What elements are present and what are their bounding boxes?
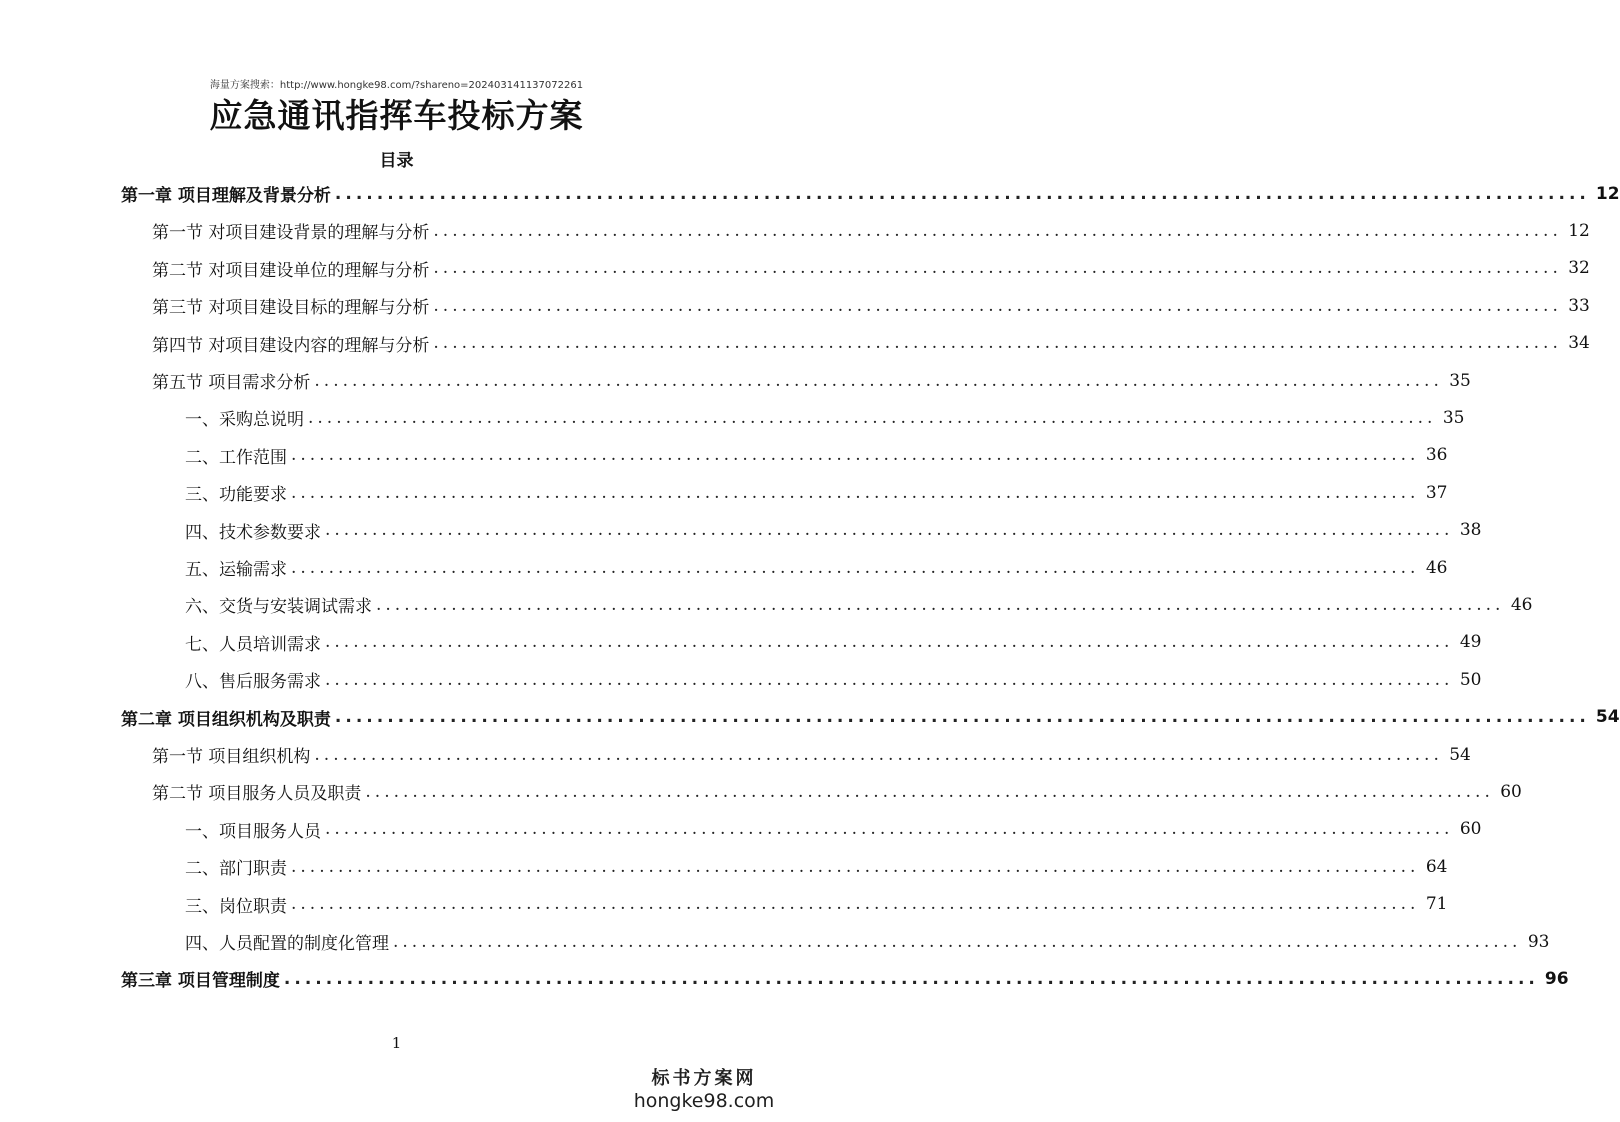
toc-entry-page: 50: [1459, 669, 1482, 690]
toc-dot-leader: ........................................................................................................................: [291, 894, 1420, 915]
toc-entry-page: 12: [1568, 220, 1590, 241]
toc-entry-page: 64: [1425, 856, 1448, 877]
toc-entry-page: 71: [1425, 894, 1448, 915]
toc-dot-leader: ........................................................................................................................: [325, 669, 1454, 690]
toc-subsection-entry[interactable]: [185, 474, 1448, 511]
toc-entry-label: 第一章 项目理解及背景分析: [121, 186, 331, 206]
toc-subsection-entry[interactable]: [185, 661, 1482, 698]
toc-entry-page: 49: [1459, 632, 1482, 653]
toc-subsection-entry[interactable]: [185, 512, 1482, 549]
toc-dot-leader: ........................................................................................................................: [334, 183, 1590, 204]
toc-section-entry[interactable]: [152, 362, 1471, 399]
toc-dot-leader: ........................................................................................................................: [365, 781, 1494, 802]
toc-chapter-entry[interactable]: [121, 175, 1620, 212]
toc-entry-page: 37: [1425, 482, 1448, 503]
watermark-logo: [629, 1068, 779, 1112]
toc-dot-leader: ........................................................................................................................: [433, 295, 1562, 316]
toc-entry-label: 六、交货与安装调试需求: [185, 597, 372, 618]
toc-entry-label: 第一节 项目组织机构: [152, 747, 311, 767]
toc-entry-label: 三、岗位职责: [185, 896, 287, 917]
toc-dot-leader: ........................................................................................................................: [314, 370, 1443, 391]
toc-dot-leader: ........................................................................................................................: [291, 557, 1420, 578]
watermark-en-text: hongke98.com: [633, 1090, 775, 1112]
toc-entry-label: 第一节 对项目建设背景的理解与分析: [152, 223, 430, 244]
toc-entry-page: 12: [1595, 183, 1620, 204]
toc-chapter-entry[interactable]: [121, 699, 1620, 736]
toc-subsection-entry[interactable]: [185, 624, 1482, 661]
toc-subsection-entry[interactable]: [185, 586, 1533, 623]
toc-dot-leader: ........................................................................................................................: [433, 258, 1562, 279]
toc-section-entry[interactable]: [152, 736, 1471, 773]
toc-entry-label: 第二节 项目服务人员及职责: [152, 784, 362, 805]
toc-entry-label: 二、工作范围: [185, 447, 287, 468]
toc-dot-leader: ........................................................................................................................: [325, 632, 1454, 653]
toc-entry-label: 五、运输需求: [185, 560, 287, 580]
toc-dot-leader: ........................................................................................................................: [325, 520, 1454, 541]
toc-dot-leader: ........................................................................................................................: [283, 968, 1539, 989]
toc-dot-leader: ........................................................................................................................: [433, 333, 1562, 354]
toc-section-entry[interactable]: [152, 250, 1590, 287]
toc-entry-page: 46: [1510, 594, 1533, 615]
toc-subsection-entry[interactable]: [185, 399, 1465, 436]
toc-entry-page: 54: [1449, 744, 1471, 765]
toc-dot-leader: ........................................................................................................................: [393, 931, 1522, 952]
toc-dot-leader: ........................................................................................................................: [291, 856, 1420, 877]
toc-entry-page: 96: [1544, 968, 1569, 989]
toc-entry-label: 八、售后服务需求: [185, 672, 321, 693]
page-number: 1: [391, 1034, 402, 1052]
toc-dot-leader: ........................................................................................................................: [291, 482, 1420, 503]
toc-entry-page: 32: [1568, 258, 1590, 279]
toc-heading: 目录: [379, 151, 414, 171]
toc-chapter-entry[interactable]: [121, 960, 1569, 997]
toc-entry-label: 第四节 对项目建设内容的理解与分析: [152, 335, 430, 356]
table-of-contents: [0, 175, 1620, 995]
toc-dot-leader: ........................................................................................................................: [308, 407, 1437, 428]
toc-subsection-entry[interactable]: [185, 437, 1448, 474]
toc-entry-label: 第五节 项目需求分析: [152, 373, 311, 393]
toc-dot-leader: ........................................................................................................................: [376, 594, 1505, 615]
toc-subsection-entry[interactable]: [185, 549, 1448, 586]
toc-entry-page: 35: [1449, 370, 1471, 391]
toc-section-entry[interactable]: [152, 325, 1590, 362]
header-search-note: 海量方案搜索：http://www.hongke98.com/?shareno=202403141137072261: [209, 80, 584, 91]
toc-subsection-entry[interactable]: [185, 886, 1448, 923]
toc-entry-page: 60: [1459, 819, 1482, 840]
toc-section-entry[interactable]: [152, 773, 1522, 810]
toc-dot-leader: ........................................................................................................................: [291, 445, 1420, 466]
toc-entry-label: 二、部门职责: [185, 859, 287, 880]
toc-entry-label: 第三章 项目管理制度: [121, 971, 280, 992]
toc-entry-label: 三、功能要求: [185, 485, 287, 506]
toc-section-entry[interactable]: [152, 212, 1590, 249]
toc-entry-label: 四、人员配置的制度化管理: [185, 934, 389, 954]
toc-dot-leader: ........................................................................................................................: [314, 744, 1443, 765]
toc-entry-page: 93: [1527, 931, 1550, 952]
toc-section-entry[interactable]: [152, 287, 1590, 324]
toc-entry-page: 54: [1595, 707, 1620, 728]
toc-dot-leader: ........................................................................................................................: [334, 707, 1590, 728]
toc-entry-page: 33: [1568, 295, 1590, 316]
toc-entry-label: 一、项目服务人员: [185, 821, 321, 842]
toc-entry-page: 46: [1425, 557, 1448, 578]
toc-entry-label: 一、采购总说明: [185, 410, 304, 431]
toc-entry-page: 60: [1500, 781, 1522, 802]
toc-entry-page: 38: [1459, 520, 1482, 541]
toc-subsection-entry[interactable]: [185, 923, 1550, 960]
toc-entry-label: 第二章 项目组织机构及职责: [121, 709, 331, 730]
toc-entry-label: 四、技术参数要求: [185, 522, 321, 543]
toc-entry-page: 35: [1442, 407, 1465, 428]
toc-entry-page: 36: [1425, 445, 1448, 466]
toc-entry-label: 七、人员培训需求: [185, 634, 321, 655]
toc-entry-page: 34: [1568, 333, 1590, 354]
toc-dot-leader: ........................................................................................................................: [325, 819, 1454, 840]
toc-entry-label: 第二节 对项目建设单位的理解与分析: [152, 260, 430, 281]
toc-entry-label: 第三节 对项目建设目标的理解与分析: [152, 298, 430, 319]
watermark-cn-text: 标书方案网: [651, 1068, 757, 1089]
toc-dot-leader: ........................................................................................................................: [433, 220, 1562, 241]
toc-subsection-entry[interactable]: [185, 811, 1482, 848]
toc-subsection-entry[interactable]: [185, 848, 1448, 885]
document-title: 应急通讯指挥车投标方案: [209, 96, 584, 135]
